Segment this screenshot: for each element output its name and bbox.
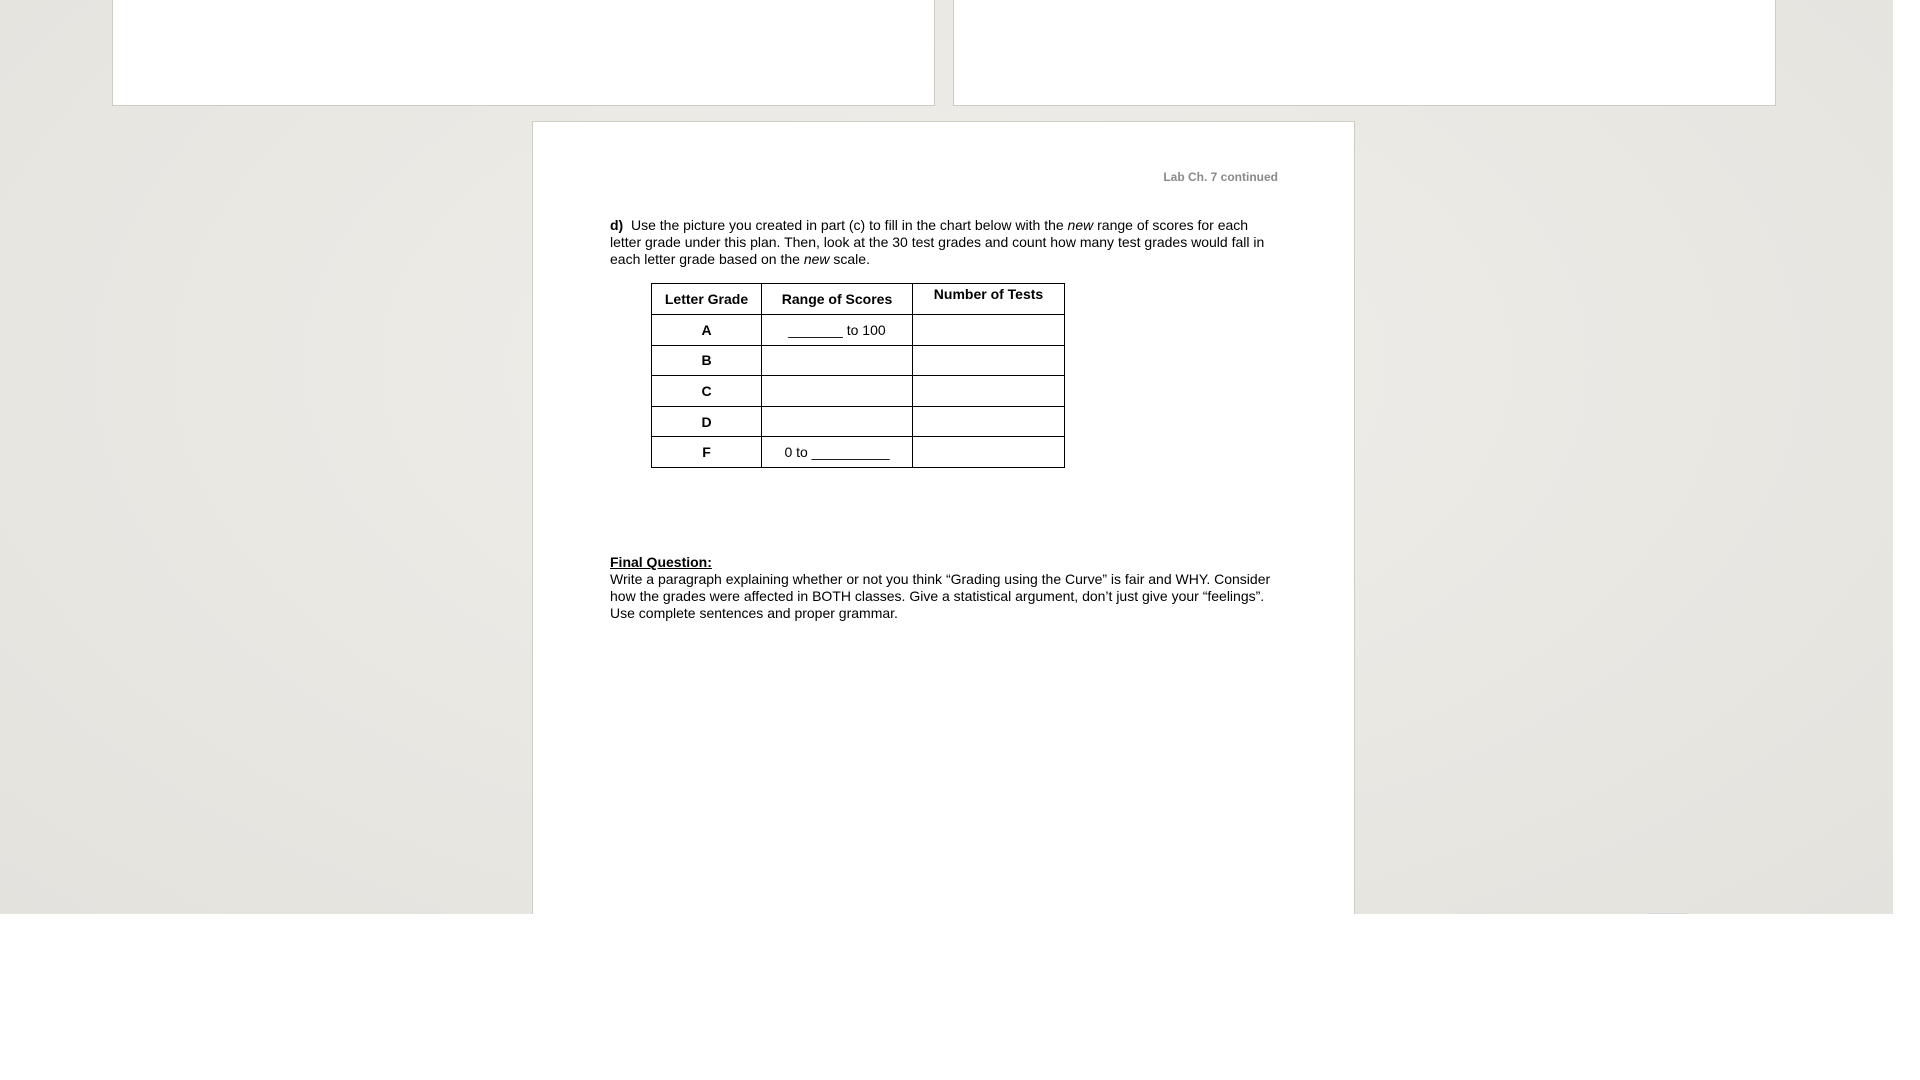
part-d-emph-1: new (1067, 217, 1094, 233)
part-d-text-1: Use the picture you created in part (c) to fill in the chart below with the (631, 217, 1064, 233)
table-row (652, 437, 1065, 468)
cell-count (913, 315, 1065, 346)
final-question-title: Final Question: (610, 554, 712, 570)
cell-range (762, 406, 913, 437)
cell-count (913, 376, 1065, 407)
cell-grade: B (652, 345, 762, 376)
cell-grade: A (652, 315, 762, 346)
cell-range (762, 376, 913, 407)
final-question-body: Write a paragraph explaining whether or not you think “Grading using the Curve” is fair and WHY. Consider how the grades were affected in BOTH classes. Give a statistical argument, don’t just give your “feelings”. Use complete sentences and proper grammar. (610, 571, 1271, 621)
final-question (610, 554, 1290, 622)
cell-count (913, 437, 1065, 468)
table-header-row (652, 284, 1065, 315)
header-range-of-scores: Range of Scores (762, 284, 913, 315)
scrollbar-thumb[interactable] (1648, 913, 1688, 914)
header-letter-grade: Letter Grade (652, 284, 762, 315)
cell-count (913, 345, 1065, 376)
table-row (652, 376, 1065, 407)
header-number-of-tests: Number of Tests (913, 284, 1065, 315)
page-top-left (112, 0, 935, 106)
cell-count (913, 406, 1065, 437)
part-d-emph-2: new (803, 251, 830, 267)
table-row (652, 315, 1065, 346)
page-top-right (953, 0, 1776, 106)
running-header: Lab Ch. 7 continued (1163, 170, 1278, 184)
grade-table (651, 283, 1065, 468)
cell-range: 0 to __________ (762, 437, 913, 468)
part-d-text-3: scale. (833, 251, 870, 267)
part-d-label: d) (610, 217, 624, 233)
part-d-text-2: range of scores for each letter grade under this plan. Then, look at the 30 test grades and count how many test grades would fall in each letter grade based on the (610, 217, 1265, 267)
cell-grade: C (652, 376, 762, 407)
cell-range: _______ to 100 (762, 315, 913, 346)
cell-grade: D (652, 406, 762, 437)
cell-range (762, 345, 913, 376)
table-row (652, 406, 1065, 437)
table-row (652, 345, 1065, 376)
part-d-prompt (610, 217, 1280, 268)
document-page (532, 121, 1355, 914)
cell-grade: F (652, 437, 762, 468)
